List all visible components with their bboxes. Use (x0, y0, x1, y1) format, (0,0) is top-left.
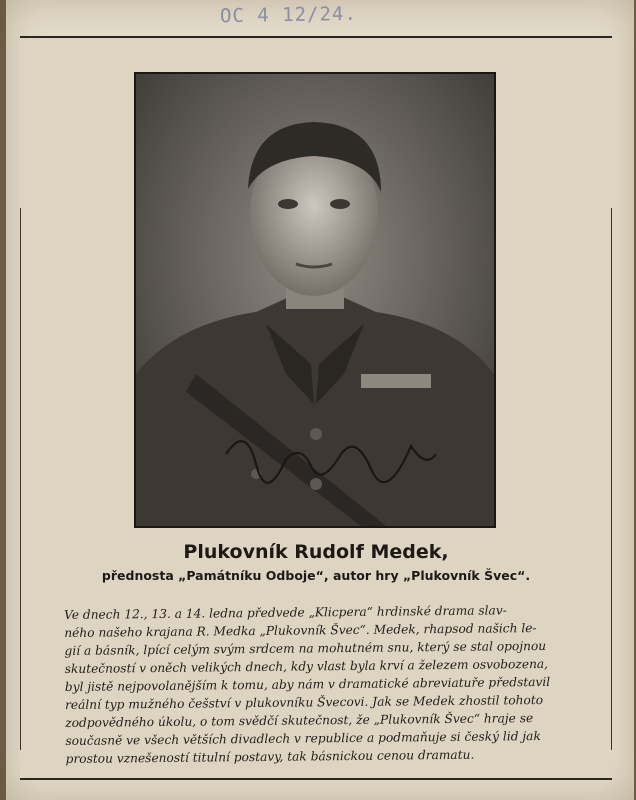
paper-sheet (6, 0, 634, 800)
body-line: byl jistě nejpovolanějším k tomu, aby nám v dramatické abreviatuře představil (64, 674, 551, 694)
headline: Plukovník Rudolf Medek, (183, 541, 449, 563)
bottom-rule (20, 778, 612, 780)
body-line: reální typ mužného češství v plukovníku Švecovi. Jak se Medek zhostil tohoto (64, 692, 544, 712)
portrait-photo (134, 72, 496, 528)
body-line: zodpovědného úkolu, o tom svědčí skutečnost, že „Plukovník Švec“ hraje se (65, 711, 534, 730)
body-line: gií a básník, lpící celým svým srdcem na mohutném snu, který se stal opojnou (64, 638, 547, 658)
body-line: Ve dnech 12., 13. a 14. ledna předvede „Klicpera“ hrdinské drama slav- (64, 603, 507, 622)
right-rule (611, 208, 612, 750)
newspaper-clipping (20, 36, 612, 780)
body-line: současně ve všech větších divadlech v republice a podmaňuje si český lid jak (65, 729, 541, 748)
body-line: prostou vznešeností titulní postavy, tak básnickou cenou dramatu. (65, 747, 475, 766)
portrait-image (136, 74, 494, 526)
handwritten-note: OC 4 12/24. (219, 2, 358, 28)
body-line: skutečností v oněch velikých dnech, kdy vlast byla krví a železem osvobozena, (64, 656, 549, 676)
body-line: ného našeho krajana R. Medka „Plukovník Švec“. Medek, rhapsod našich le- (64, 621, 537, 640)
article-body (64, 600, 602, 768)
subheadline: přednosta „Památníku Odboje“, autor hry „Plukovník Švec“. (101, 568, 531, 583)
left-rule (20, 208, 21, 750)
